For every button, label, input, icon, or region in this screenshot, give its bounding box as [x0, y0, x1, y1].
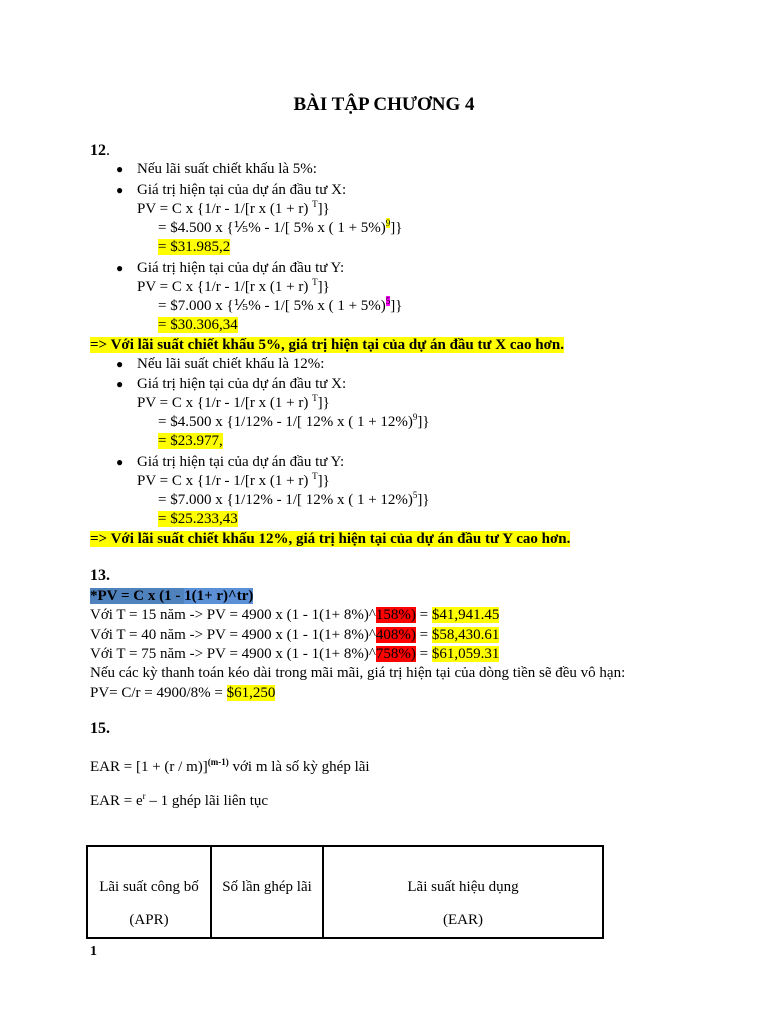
conclusion-5-percent: => Với lãi suất chiết khấu 5%, giá trị hiện tại của dự án đầu tư X cao hơn.	[90, 337, 564, 353]
bullet-icon: ●	[116, 455, 124, 469]
bullet-pv-x-12: Giá trị hiện tại của dự án đầu tư X:	[137, 376, 347, 392]
header-cell-compounding	[211, 846, 323, 938]
header-ear-abbrev: (EAR)	[443, 912, 483, 928]
bullet-icon: ●	[116, 357, 124, 371]
bullet-pv-x-5: Giá trị hiện tại của dự án đầu tư X:	[137, 182, 347, 198]
bullet-icon: ●	[116, 377, 124, 391]
result-pv-x-12: = $23.977,	[158, 433, 223, 449]
annuity-row-75-years: Với T = 75 năm -> PV = 4900 x (1 - 1(1+ 8%)^758%) = $61,059.31	[90, 646, 500, 662]
ear-formula-continuous: EAR = $e^r - 1$ ghép lãi liên tục	[90, 791, 269, 809]
section-12-number: 12	[90, 142, 106, 159]
header-compounding-label: Số lần ghép lãi	[222, 879, 312, 895]
formula-pv-general: PV = C x {1/r - 1/[r x (1 + r) $^T$]}	[137, 393, 330, 411]
perpetuity-note: Nếu các kỳ thanh toán kéo dài trong mãi mãi, giá trị hiện tại của dòng tiền sẽ đều vô hạn:	[90, 665, 626, 681]
formula-pv-y-5: = $7.000 x {⅕% - 1/[ 5% x ( 1 + 5%)$^5$]}	[158, 296, 403, 314]
bullet-icon: ●	[116, 261, 124, 275]
header-cell-ear	[323, 846, 603, 938]
bullet-icon: ●	[116, 183, 124, 197]
result-pv-x-5: = $31.985,2	[158, 239, 231, 255]
formula-pv-general: PV = C x {1/r - 1/[r x (1 + r) $^T$]}	[137, 471, 330, 489]
result-pv-y-5: = $30.306,34	[158, 317, 238, 333]
formula-pv-y-12: = $7.000 x {1/12% - 1/[ 12% x ( 1 + 12%)$^5$]}	[158, 490, 430, 508]
formula-pv-general: PV = C x {1/r - 1/[r x (1 + r) $^T$]}	[137, 199, 330, 217]
bullet-pv-y-5: Giá trị hiện tại của dự án đầu tư Y:	[137, 260, 345, 276]
page-title: BÀI TẬP CHƯƠNG 4	[293, 94, 475, 115]
section-13-heading: 13.	[90, 567, 110, 584]
formula-pv-general: PV = C x {1/r - 1/[r x (1 + r) $^T$]}	[137, 277, 330, 295]
section-12-heading	[90, 142, 110, 160]
page-number: 1	[90, 944, 97, 959]
bullet-icon: ●	[116, 162, 124, 176]
ear-table	[86, 845, 604, 939]
formula-pv-x-5: = $4.500 x {⅕% - 1/[ 5% x ( 1 + 5%)$^9$]}	[158, 218, 403, 236]
formula-annuity-pv: *PV = C x (1 - 1(1+ r)^tr)	[90, 588, 254, 604]
conclusion-12-percent: => Với lãi suất chiết khấu 12%, giá trị hiện tại của dự án đầu tư Y cao hơn.	[90, 531, 571, 547]
table-header-row	[87, 846, 603, 938]
section-15-heading: 15.	[90, 720, 110, 737]
header-cell-apr	[87, 846, 211, 938]
ear-formula-discrete: EAR = $[1 + (r / m)]^{(m-1)}$ với m là số kỳ ghép lãi	[90, 757, 370, 775]
section-12-dot: .	[106, 142, 110, 159]
annuity-row-15-years: Với T = 15 năm -> PV = 4900 x (1 - 1(1+ 8%)^158%) = $41,941.45	[90, 607, 500, 623]
header-ear-label: Lãi suất hiệu dụng	[407, 879, 519, 895]
formula-pv-x-12: = $4.500 x {1/12% - 1/[ 12% x ( 1 + 12%)$^9$]}	[158, 412, 430, 430]
header-apr-label: Lãi suất công bố	[99, 879, 199, 895]
bullet-pv-y-12: Giá trị hiện tại của dự án đầu tư Y:	[137, 454, 345, 470]
annuity-row-40-years: Với T = 40 năm -> PV = 4900 x (1 - 1(1+ 8%)^408%) = $58,430.61	[90, 627, 500, 643]
result-pv-y-12: = $25.233,43	[158, 511, 238, 527]
bullet-discount-12: Nếu lãi suất chiết khấu là 12%:	[137, 356, 325, 372]
bullet-discount-5: Nếu lãi suất chiết khấu là 5%:	[137, 161, 317, 177]
header-apr-abbrev: (APR)	[129, 912, 169, 928]
perpetuity-formula: PV= C/r = 4900/8% = $61,250	[90, 685, 276, 701]
